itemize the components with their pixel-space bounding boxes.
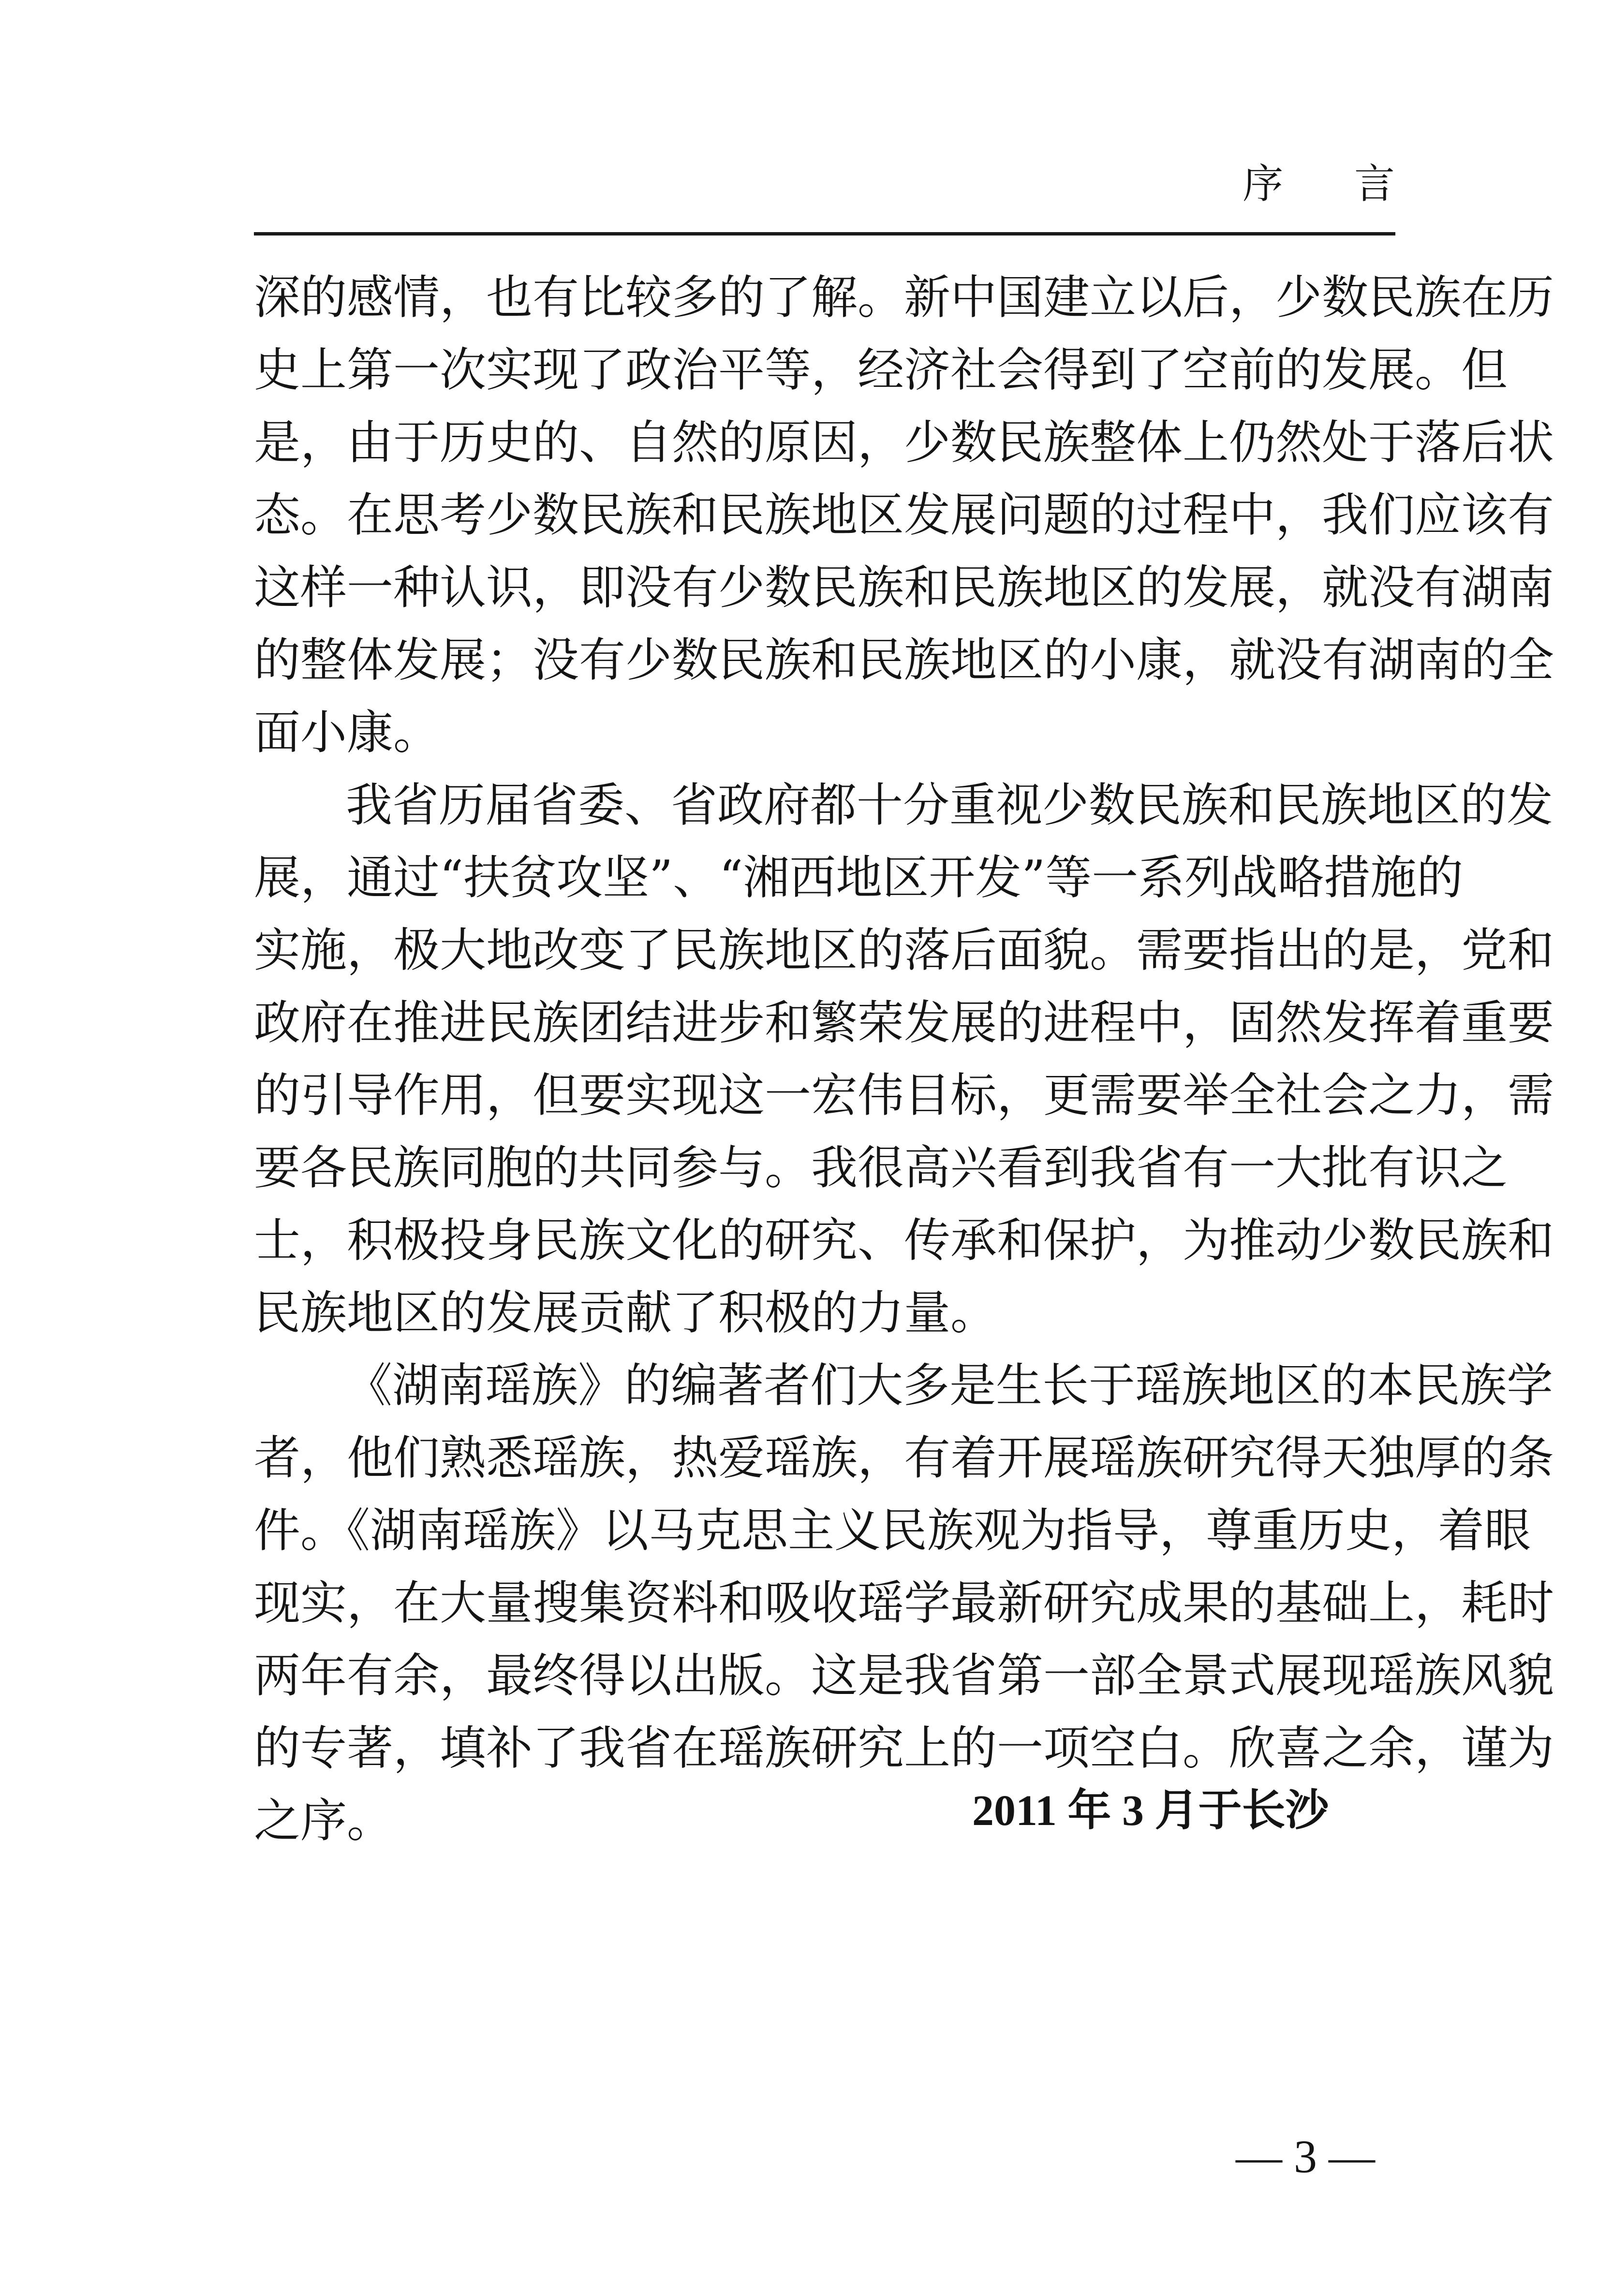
- paragraph-2-line: 政府在推进民族团结进步和繁荣发展的进程中，固然发挥着重要: [254, 996, 1554, 1050]
- paragraph-1-line: 面小康。: [254, 706, 440, 760]
- paragraph-2-line: 的引导作用，但要实现这一宏伟目标，更需要举全社会之力，需: [254, 1068, 1554, 1122]
- paragraph-2-line: 实施，极大地改变了民族地区的落后面貌。需要指出的是，党和: [254, 923, 1554, 977]
- paragraph-3-line: 之序。: [254, 1794, 393, 1848]
- paragraph-2-line: 士，积极投身民族文化的研究、传承和保护，为推动少数民族和: [254, 1213, 1554, 1267]
- paragraph-3-line: 现实，在大量搜集资料和吸收瑶学最新研究成果的基础上，耗时: [254, 1576, 1554, 1630]
- paragraph-2-line: 民族地区的发展贡献了积极的力量。: [254, 1286, 997, 1340]
- paragraph-3-line: 的专著，填补了我省在瑶族研究上的一项空白。欣喜之余，谨为: [254, 1721, 1554, 1775]
- running-header: 序 言: [1243, 160, 1424, 207]
- paragraph-1-line: 深的感情，也有比较多的了解。新中国建立以后，少数民族在历: [254, 270, 1554, 324]
- paragraph-2-line: 展，通过“扶贫攻坚”、“湘西地区开发”等一系列战略措施的: [254, 851, 1464, 905]
- paragraph-2-line: 要各民族同胞的共同参与。我很高兴看到我省有一大批有识之: [254, 1141, 1508, 1195]
- paragraph-1-line: 态。在思考少数民族和民族地区发展问题的过程中，我们应该有: [254, 488, 1554, 542]
- signature-date: 2011 年 3 月于长沙: [972, 1787, 1329, 1835]
- paragraph-3-line: 件。《湖南瑶族》以马克思主义民族观为指导，尊重历史，着眼: [254, 1503, 1531, 1558]
- page-number: — 3 —: [1236, 2131, 1375, 2182]
- paragraph-1-line: 这样一种认识，即没有少数民族和民族地区的发展，就没有湖南: [254, 560, 1554, 615]
- paragraph-3-line: 者，他们熟悉瑶族，热爱瑶族，有着开展瑶族研究得天独厚的条: [254, 1431, 1554, 1485]
- paragraph-3-line: 《湖南瑶族》的编著者们大多是生长于瑶族地区的本民族学: [346, 1358, 1553, 1413]
- paragraph-1-line: 的整体发展；没有少数民族和民族地区的小康，就没有湖南的全: [254, 633, 1554, 687]
- paragraph-3-line: 两年有余，最终得以出版。这是我省第一部全景式展现瑶族风貌: [254, 1648, 1554, 1703]
- body-text: [254, 261, 1554, 1857]
- header-rule: [254, 232, 1395, 235]
- paragraph-1-line: 史上第一次实现了政治平等，经济社会得到了空前的发展。但: [254, 343, 1508, 397]
- paragraph-1-line: 是，由于历史的、自然的原因，少数民族整体上仍然处于落后状: [254, 415, 1554, 470]
- paragraph-2-line: 我省历届省委、省政府都十分重视少数民族和民族地区的发: [346, 778, 1553, 832]
